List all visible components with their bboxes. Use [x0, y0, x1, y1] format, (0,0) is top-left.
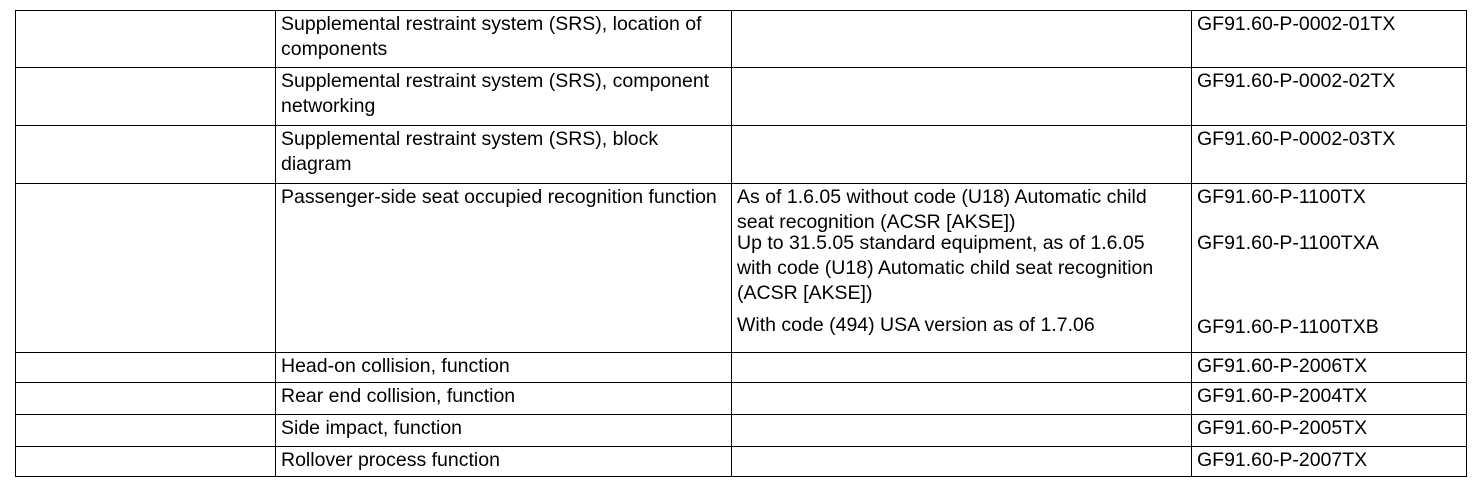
condition-cell	[732, 68, 1192, 126]
variant-document[interactable]: GF91.60-P-1100TXB	[1197, 316, 1379, 338]
document-cell[interactable]: GF91.60-P-2005TX	[1192, 415, 1467, 447]
table-row	[16, 415, 1467, 447]
blank-cell	[16, 447, 276, 477]
table-row	[16, 126, 1467, 184]
document-cell[interactable]: GF91.60-P-2007TX	[1192, 447, 1467, 477]
title-cell: Side impact, function	[276, 415, 732, 447]
blank-cell	[16, 11, 276, 68]
condition-cell	[732, 447, 1192, 477]
title-cell: Supplemental restraint system (SRS), component networking	[276, 68, 732, 126]
document-cell[interactable]: GF91.60-P-0002-03TX	[1192, 126, 1467, 184]
title-cell: Rollover process function	[276, 447, 732, 477]
title-cell: Head-on collision, function	[276, 353, 732, 383]
document-reference-table	[15, 10, 1467, 477]
blank-cell	[16, 68, 276, 126]
variant-document[interactable]: GF91.60-P-1100TXA	[1197, 232, 1379, 254]
title-cell: Supplemental restraint system (SRS), block diagram	[276, 126, 732, 184]
table-row	[16, 383, 1467, 415]
title-cell: Passenger-side seat occupied recognition function	[276, 184, 732, 353]
condition-cell	[732, 184, 1192, 353]
title-cell: Supplemental restraint system (SRS), location of components	[276, 11, 732, 68]
condition-cell	[732, 11, 1192, 68]
document-cell	[1192, 184, 1467, 353]
document-cell[interactable]: GF91.60-P-2004TX	[1192, 383, 1467, 415]
blank-cell	[16, 383, 276, 415]
table-row	[16, 447, 1467, 477]
variant-condition: With code (494) USA version as of 1.7.06	[737, 314, 1095, 336]
table-row	[16, 11, 1467, 68]
table-row	[16, 353, 1467, 383]
blank-cell	[16, 184, 276, 353]
condition-cell	[732, 415, 1192, 447]
blank-cell	[16, 126, 276, 184]
condition-cell	[732, 353, 1192, 383]
variant-condition: As of 1.6.05 without code (U18) Automatic child seat recognition (ACSR [AKSE])	[737, 186, 1147, 233]
condition-cell	[732, 126, 1192, 184]
document-cell[interactable]: GF91.60-P-0002-02TX	[1192, 68, 1467, 126]
title-cell: Rear end collision, function	[276, 383, 732, 415]
table-row	[16, 68, 1467, 126]
blank-cell	[16, 353, 276, 383]
table-row	[16, 184, 1467, 353]
variant-document[interactable]: GF91.60-P-1100TX	[1197, 186, 1366, 208]
document-cell[interactable]: GF91.60-P-2006TX	[1192, 353, 1467, 383]
blank-cell	[16, 415, 276, 447]
document-cell[interactable]: GF91.60-P-0002-01TX	[1192, 11, 1467, 68]
condition-cell	[732, 383, 1192, 415]
variant-condition: Up to 31.5.05 standard equipment, as of 1.6.05 with code (U18) Automatic child seat recognition (ACSR [AKSE])	[737, 232, 1154, 304]
